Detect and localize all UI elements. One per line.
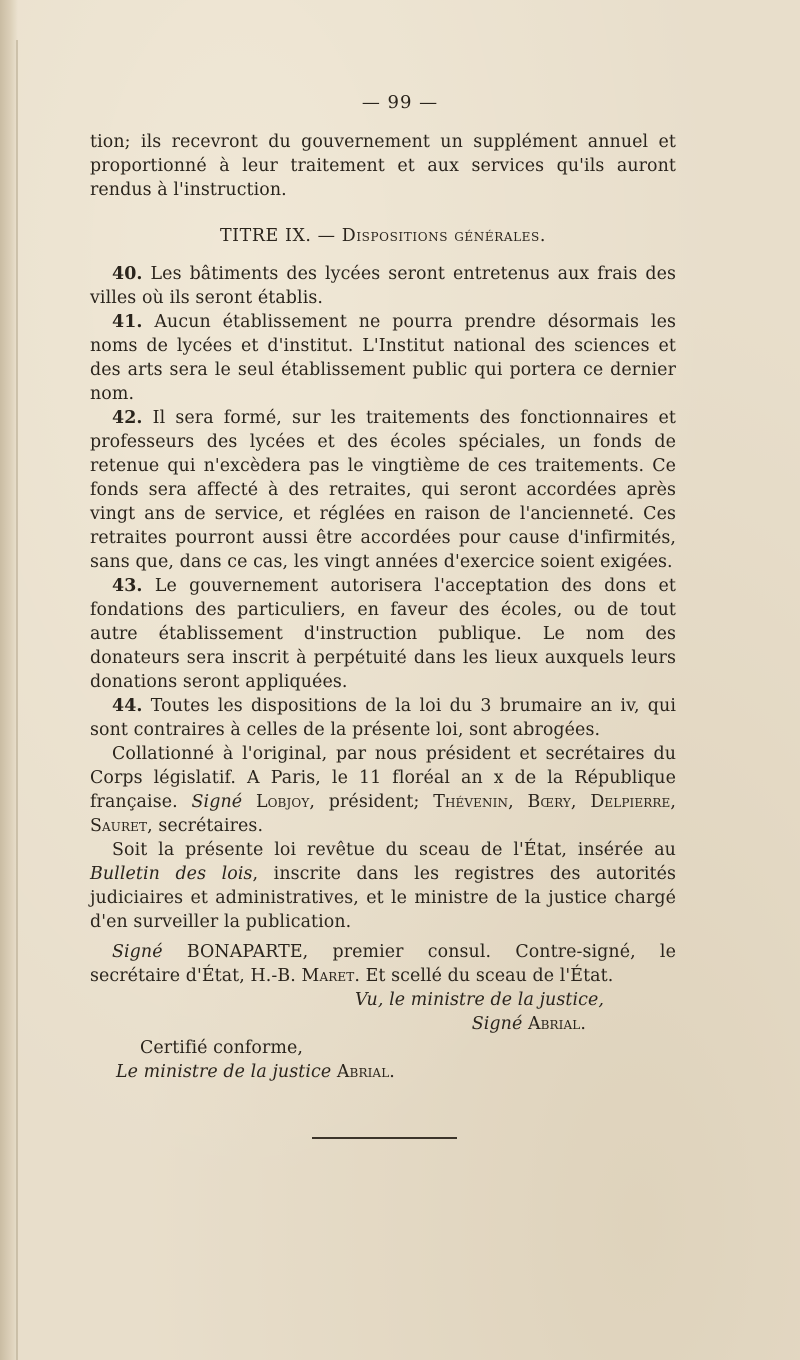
vu-signe: Signé (471, 1014, 523, 1034)
collation-signe: Signé (191, 792, 243, 812)
vu-signature-line (90, 1012, 676, 1036)
article-number: 41. (112, 312, 143, 332)
publication-bulletin: Bulletin des lois (90, 864, 253, 884)
bonaparte-signe: Signé (112, 942, 163, 962)
article-number: 43. (112, 576, 143, 596)
article-42 (90, 406, 676, 574)
closing-rule (312, 1137, 457, 1139)
section-title-main: TITRE IX. — (219, 226, 342, 246)
text-body (90, 130, 676, 1084)
collation-secretaries-names: Thévenin, Bœry, Delpierre, Sauret (90, 792, 676, 836)
continuation-paragraph: tion; ils recevront du gouvernement un supplément annuel et proportionné à leur traitement et aux services qu'ils auront rendus à l'instruction. (90, 132, 676, 200)
article-41 (90, 310, 676, 406)
bonaparte-paragraph (90, 940, 676, 988)
article-text: Les bâtiments des lycées seront entretenus aux frais des villes où ils seront établis. (90, 264, 676, 308)
ministre-abrial: Abrial. (331, 1062, 395, 1082)
article-number: 44. (112, 696, 143, 716)
section-title (90, 224, 676, 248)
article-text: Aucun établissement ne pourra prendre désormais les noms de lycées et d'institut. L'Institut national des sciences et des arts sera le seul établissement public qui portera ce dernier nom. (90, 312, 676, 404)
page-gutter-line (16, 40, 18, 1360)
ministre-title: Le ministre de la justice (116, 1062, 332, 1082)
publication-text-2: , inscrite dans les registres des autorités judiciaires et administratives, et le ministre de la justice chargé d'en surveiller la publication. (90, 864, 676, 932)
collation-text-1: Collationné à l'original, par nous président et secrétaires du Corps législatif. A Paris, le 11 floréal an x de la République française. (90, 744, 676, 812)
collation-text-2: , président; (309, 792, 434, 812)
article-text: Toutes les dispositions de la loi du 3 brumaire an iv, qui sont contraires à celles de la présente loi, sont abrogées. (90, 696, 676, 740)
collation-paragraph (90, 742, 676, 838)
article-40 (90, 262, 676, 310)
collation-text-3: , secrétaires. (147, 816, 264, 836)
article-44 (90, 694, 676, 742)
section-title-subtitle: Dispositions générales. (341, 226, 546, 246)
vu-abrial: Abrial. (522, 1014, 586, 1034)
vu-line: Vu, le ministre de la justice, (355, 990, 604, 1010)
bonaparte-text-1: BONAPARTE, premier consul. Contre-signé, le secrétaire d'État, H.-B. (90, 942, 676, 986)
collation-president-name: Lobjoy (242, 792, 310, 812)
article-number: 42. (112, 408, 143, 428)
article-text: Le gouvernement autorisera l'acceptation des dons et fondations des particuliers, en faveur des écoles, ou de tout autre établissement d'instruction publique. Le nom des donateurs sera inscrit à perpétuité dans les lieux auxquels leurs donations seront appliquées. (90, 576, 676, 692)
bonaparte-maret: Maret (301, 966, 355, 986)
page-number: — 99 — (361, 92, 439, 113)
bonaparte-text-2: . Et scellé du sceau de l'État. (354, 966, 614, 986)
publication-paragraph (90, 838, 676, 934)
ministre-line (90, 1060, 676, 1084)
certifie-line: Certifié conforme, (140, 1038, 304, 1058)
article-43 (90, 574, 676, 694)
article-number: 40. (112, 264, 143, 284)
article-text: Il sera formé, sur les traitements des fonctionnaires et professeurs des lycées et des écoles spéciales, un fonds de retenue qui n'excèdera pas le vingtième de ces traitements. Ce fonds sera affecté à des retraites, qui seront accordées après vingt ans de service, et réglées en raison de l'ancienneté. Ces retraites pourront aussi être accordées pour cause d'infirmités, sans que, dans ce cas, les vingt années d'exercice soient exigées. (90, 408, 676, 572)
publication-text-1: Soit la présente loi revêtue du sceau de l'État, insérée au (112, 840, 676, 860)
